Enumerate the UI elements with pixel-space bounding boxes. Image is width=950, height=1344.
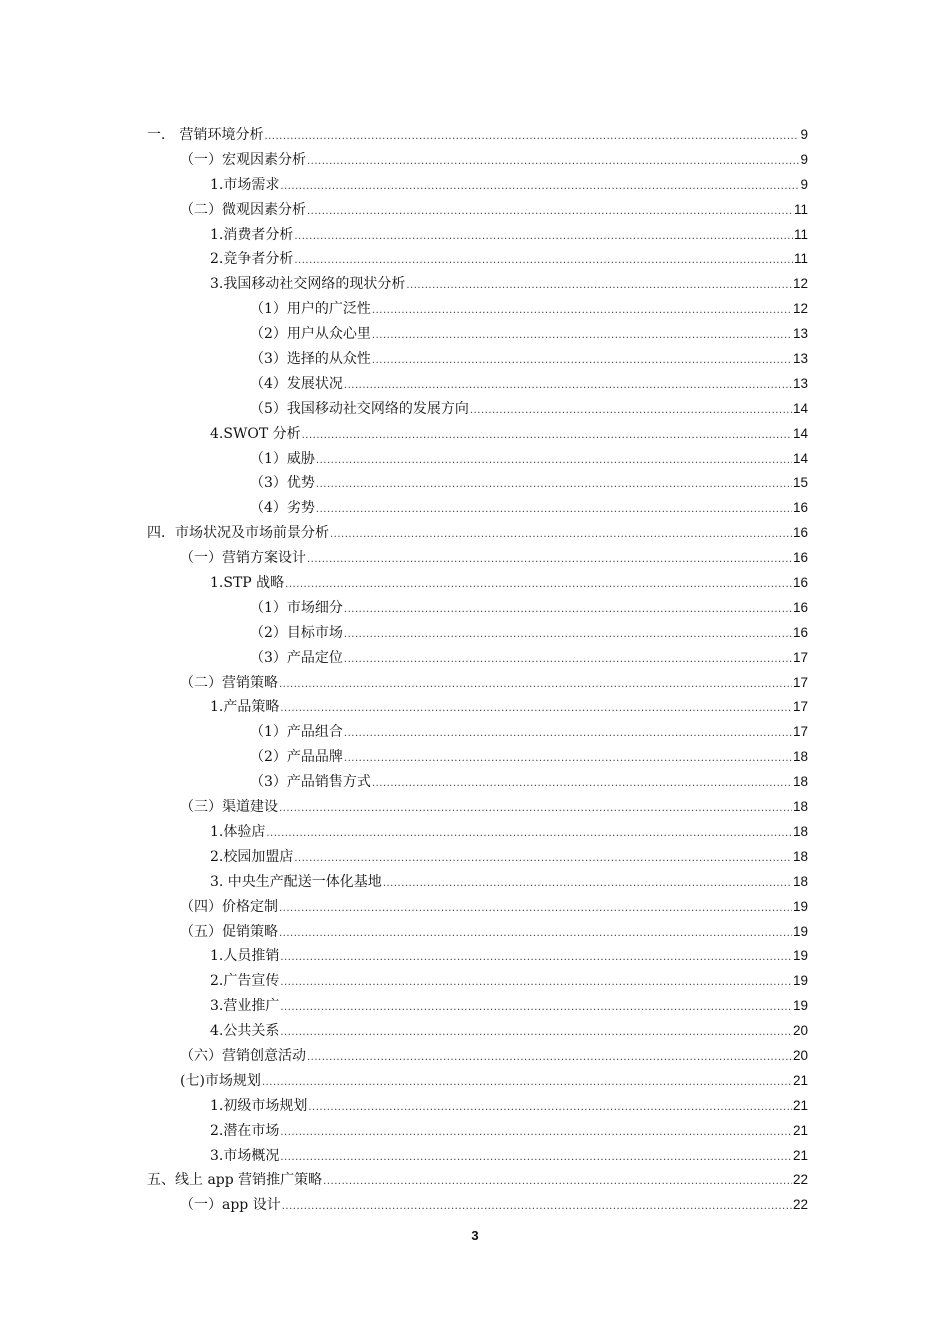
- toc-entry[interactable]: [147, 297, 808, 322]
- dot-leader: [279, 897, 792, 922]
- toc-entry-title: （2）用户从众心里: [250, 326, 371, 343]
- dot-leader: [282, 1195, 792, 1220]
- dot-leader: [372, 349, 792, 374]
- toc-entry-page: 17: [792, 649, 808, 665]
- toc-entry-page: 18: [792, 749, 808, 765]
- toc-entry[interactable]: [147, 546, 808, 571]
- toc-entry[interactable]: [147, 596, 808, 621]
- toc-entry-title: （六）营销创意活动: [180, 1047, 306, 1064]
- toc-entry[interactable]: [147, 671, 808, 696]
- toc-entry-page: 11: [793, 226, 808, 242]
- dot-leader: [294, 847, 792, 872]
- toc-entry[interactable]: [147, 994, 808, 1019]
- toc-entry[interactable]: [147, 272, 808, 297]
- table-of-contents: [147, 123, 808, 1218]
- toc-entry[interactable]: [147, 1019, 808, 1044]
- toc-entry-page: 22: [792, 1172, 808, 1188]
- toc-entry[interactable]: [147, 447, 808, 472]
- toc-entry-page: 20: [792, 1047, 808, 1063]
- dot-leader: [344, 722, 792, 747]
- toc-entry-title: 2.校园加盟店: [210, 848, 294, 865]
- dot-leader: [344, 623, 792, 648]
- toc-entry-title: 3.营业推广: [210, 998, 280, 1015]
- dot-leader: [323, 1170, 792, 1195]
- toc-entry-page: 21: [792, 1097, 808, 1113]
- toc-entry-page: 21: [792, 1072, 808, 1088]
- dot-leader: [264, 125, 799, 150]
- toc-entry-page: 14: [792, 425, 808, 441]
- toc-entry-title: 2.潜在市场: [210, 1122, 280, 1139]
- toc-entry-title: （1）产品组合: [250, 724, 343, 741]
- toc-entry-page: 11: [793, 201, 808, 217]
- toc-entry-title: （三）渠道建设: [180, 799, 278, 816]
- toc-entry-page: 16: [792, 575, 808, 591]
- dot-leader: [280, 996, 792, 1021]
- dot-leader: [344, 648, 792, 673]
- toc-entry-page: 18: [792, 873, 808, 889]
- toc-entry[interactable]: [147, 720, 808, 745]
- dot-leader: [280, 1121, 792, 1146]
- toc-entry-page: 14: [792, 450, 808, 466]
- dot-leader: [307, 150, 799, 175]
- toc-entry-title: （一）app 设计: [180, 1197, 281, 1214]
- dot-leader: [316, 473, 792, 498]
- toc-entry-title: （一）营销方案设计: [180, 550, 306, 567]
- dot-leader: [344, 747, 792, 772]
- toc-entry-page: 15: [792, 475, 808, 491]
- toc-entry-page: 22: [792, 1197, 808, 1213]
- toc-entry-title: 4.SWOT 分析: [210, 425, 301, 442]
- toc-entry-title: （四）价格定制: [180, 898, 278, 915]
- dot-leader: [372, 299, 792, 324]
- dot-leader: [280, 971, 792, 996]
- toc-entry-title: （2）产品品牌: [250, 749, 343, 766]
- toc-entry[interactable]: [147, 123, 808, 148]
- toc-entry-title: 3. 中央生产配送一体化基地: [210, 873, 382, 890]
- toc-entry[interactable]: [147, 870, 808, 895]
- toc-entry[interactable]: [147, 521, 808, 546]
- dot-leader: [316, 449, 792, 474]
- toc-entry[interactable]: [147, 322, 808, 347]
- toc-entry[interactable]: [147, 1119, 808, 1144]
- toc-entry-page: 21: [792, 1147, 808, 1163]
- dot-leader: [307, 1046, 792, 1071]
- dot-leader: [330, 523, 792, 548]
- toc-entry-title: 一． 营销环境分析: [147, 127, 264, 143]
- toc-entry[interactable]: [147, 621, 808, 646]
- toc-entry-page: 17: [792, 699, 808, 715]
- toc-entry[interactable]: [147, 198, 808, 223]
- toc-entry[interactable]: [147, 1094, 808, 1119]
- dot-leader: [280, 697, 792, 722]
- toc-entry-title: 3.市场概况: [210, 1147, 280, 1164]
- toc-entry-title: 4.公共关系: [210, 1023, 280, 1040]
- dot-leader: [294, 225, 793, 250]
- toc-entry-title: （1）用户的广泛性: [250, 301, 371, 318]
- toc-entry-page: 19: [792, 898, 808, 914]
- toc-entry-page: 14: [792, 400, 808, 416]
- toc-entry-title: （3）产品定位: [250, 649, 343, 666]
- toc-entry-page: 13: [792, 326, 808, 342]
- toc-entry-page: 18: [792, 848, 808, 864]
- toc-entry[interactable]: [147, 920, 808, 945]
- toc-entry-page: 12: [792, 301, 808, 317]
- toc-entry[interactable]: [147, 820, 808, 845]
- dot-leader: [262, 1071, 792, 1096]
- toc-entry-title: 1.消费者分析: [210, 226, 294, 243]
- toc-entry-page: 19: [792, 948, 808, 964]
- toc-entry-page: 20: [792, 1023, 808, 1039]
- toc-entry[interactable]: [147, 795, 808, 820]
- toc-entry-page: 16: [792, 500, 808, 516]
- toc-entry-title: （2）目标市场: [250, 624, 343, 641]
- toc-entry-title: （1）威胁: [250, 450, 315, 467]
- toc-entry-page: 13: [792, 351, 808, 367]
- dot-leader: [372, 772, 792, 797]
- toc-entry-page: 18: [792, 799, 808, 815]
- dot-leader: [470, 399, 792, 424]
- toc-entry-page: 19: [792, 923, 808, 939]
- toc-entry[interactable]: [147, 471, 808, 496]
- toc-entry-page: 16: [792, 624, 808, 640]
- toc-entry[interactable]: [147, 845, 808, 870]
- toc-entry-title: （一）宏观因素分析: [180, 151, 306, 168]
- dot-leader: [302, 424, 792, 449]
- toc-entry[interactable]: [147, 1168, 808, 1193]
- dot-leader: [344, 374, 792, 399]
- toc-entry[interactable]: [147, 1144, 808, 1169]
- dot-leader: [279, 673, 792, 698]
- toc-entry-title: （4）发展状况: [250, 375, 343, 392]
- toc-entry-page: 16: [792, 599, 808, 615]
- toc-entry[interactable]: [147, 173, 808, 198]
- toc-entry-title: （3）产品销售方式: [250, 774, 371, 791]
- dot-leader: [308, 1096, 792, 1121]
- toc-entry[interactable]: [147, 148, 808, 173]
- toc-entry[interactable]: [147, 770, 808, 795]
- dot-leader: [316, 498, 792, 523]
- toc-entry-page: 16: [792, 550, 808, 566]
- dot-leader: [280, 175, 799, 200]
- dot-leader: [383, 872, 792, 897]
- toc-entry-title: （4）劣势: [250, 500, 315, 517]
- dot-leader: [294, 249, 793, 274]
- toc-entry-title: （五）促销策略: [180, 923, 278, 940]
- toc-entry-title: （二）营销策略: [180, 674, 278, 691]
- toc-entry-title: 1.市场需求: [210, 176, 280, 193]
- toc-entry[interactable]: [147, 1044, 808, 1069]
- dot-leader: [344, 598, 792, 623]
- toc-entry-title: 1.产品策略: [210, 699, 280, 716]
- toc-entry[interactable]: [147, 1069, 808, 1094]
- toc-entry-title: （5）我国移动社交网络的发展方向: [250, 400, 469, 417]
- toc-entry-page: 9: [800, 176, 808, 192]
- toc-entry-page: 19: [792, 998, 808, 1014]
- toc-entry[interactable]: [147, 422, 808, 447]
- toc-entry-title: 1.STP 战略: [210, 575, 285, 592]
- dot-leader: [279, 922, 792, 947]
- toc-entry-title: （二）微观因素分析: [180, 201, 306, 218]
- dot-leader: [280, 946, 792, 971]
- toc-entry-page: 18: [792, 774, 808, 790]
- toc-entry-page: 16: [792, 525, 808, 541]
- toc-entry[interactable]: [147, 969, 808, 994]
- toc-entry-page: 19: [792, 973, 808, 989]
- toc-entry[interactable]: [147, 571, 808, 596]
- toc-entry-page: 13: [792, 375, 808, 391]
- toc-entry-page: 12: [792, 276, 808, 292]
- toc-entry[interactable]: [147, 745, 808, 770]
- dot-leader: [372, 324, 792, 349]
- dot-leader: [266, 822, 792, 847]
- toc-entry[interactable]: [147, 646, 808, 671]
- toc-entry-page: 9: [800, 127, 808, 142]
- toc-entry[interactable]: [147, 1193, 808, 1218]
- toc-entry-title: 四．市场状况及市场前景分析: [147, 525, 329, 542]
- toc-entry-title: 1.体验店: [210, 823, 266, 840]
- toc-entry-title: 3.我国移动社交网络的现状分析: [210, 276, 406, 293]
- toc-entry-page: 11: [793, 251, 808, 267]
- toc-entry[interactable]: [147, 895, 808, 920]
- toc-entry-title: 2.广告宣传: [210, 973, 280, 990]
- toc-entry[interactable]: [147, 223, 808, 248]
- dot-leader: [280, 1146, 792, 1171]
- toc-entry-page: 9: [800, 151, 808, 167]
- toc-entry[interactable]: [147, 695, 808, 720]
- toc-entry[interactable]: [147, 372, 808, 397]
- toc-entry[interactable]: [147, 347, 808, 372]
- toc-entry[interactable]: [147, 944, 808, 969]
- toc-entry-title: （3）选择的从众性: [250, 351, 371, 368]
- toc-entry-title: 1.初级市场规划: [210, 1097, 308, 1114]
- toc-entry-title: 1.人员推销: [210, 948, 280, 965]
- dot-leader: [406, 274, 792, 299]
- dot-leader: [279, 797, 792, 822]
- toc-entry-title: （1）市场细分: [250, 599, 343, 616]
- toc-entry-title: (七)市场规划: [180, 1072, 261, 1089]
- toc-entry-title: （3）优势: [250, 475, 315, 492]
- dot-leader: [307, 548, 792, 573]
- toc-entry-page: 17: [792, 724, 808, 740]
- toc-entry-page: 17: [792, 674, 808, 690]
- toc-entry-title: 五、线上 app 营销推广策略: [147, 1172, 323, 1189]
- toc-entry-page: 18: [792, 823, 808, 839]
- dot-leader: [307, 200, 793, 225]
- toc-entry[interactable]: [147, 496, 808, 521]
- page-number: 3: [471, 1228, 479, 1243]
- toc-entry-title: 2.竞争者分析: [210, 251, 294, 268]
- toc-entry-page: 21: [792, 1122, 808, 1138]
- toc-entry[interactable]: [147, 247, 808, 272]
- dot-leader: [280, 1021, 792, 1046]
- dot-leader: [285, 573, 792, 598]
- toc-entry[interactable]: [147, 397, 808, 422]
